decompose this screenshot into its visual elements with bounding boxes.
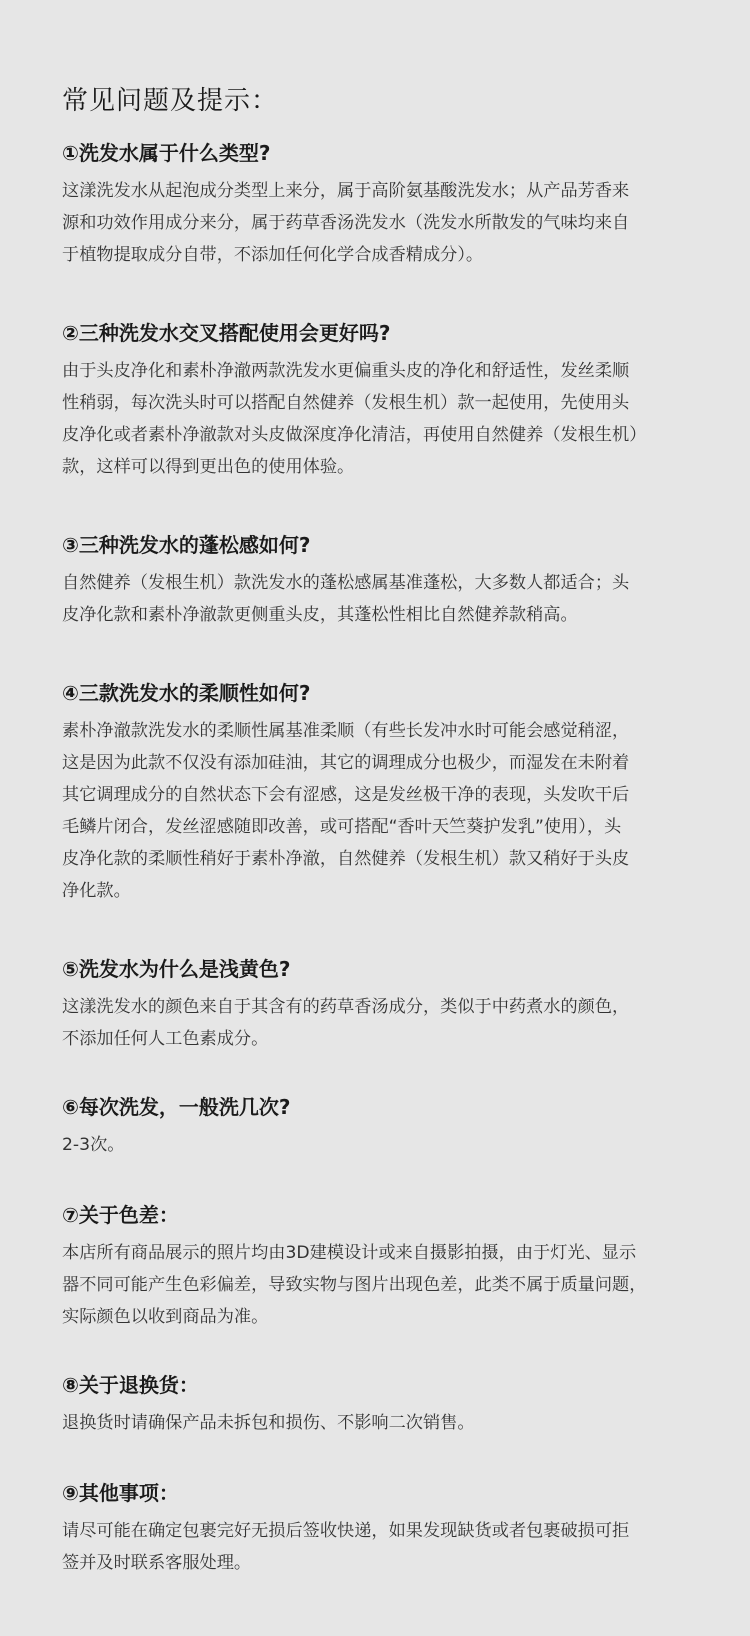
faq-item (62, 1095, 688, 1161)
faq-question: ⑤洗发水为什么是浅黄色? (62, 957, 291, 981)
faq-answer: 退换货时请确保产品未拆包和损伤、不影响二次销售。 (62, 1413, 475, 1433)
faq-question: ⑥每次洗发，一般洗几次? (62, 1095, 291, 1119)
faq-answer: 本店所有商品展示的照片均由3D建模设计或来自摄影拍摄，由于灯光、显示 器不同可能产生色彩偏差，导致实物与图片出现色差，此类不属于质量问题， 实际颜色以收到商品为准。 (62, 1243, 647, 1327)
faq-question: ①洗发水属于什么类型? (62, 141, 271, 165)
faq-question: ⑧关于退换货： (62, 1373, 199, 1397)
faq-answer: 素朴净澈款洗发水的柔顺性属基准柔顺（有些长发冲水时可能会感觉稍涩， 这是因为此款不仅没有添加硅油，其它的调理成分也极少，而湿发在未附着 其它调理成分的自然状态下会有涩感，这是发丝极干净的表现，头发吹干后 毛鳞片闭合，发丝涩感随即改善，或可搭配“香叶天竺葵护发乳”使用），头 皮净化款的柔顺性稍好于素朴净澈，自然健养（发根生机）款又稍好于头皮 净化款。 (62, 721, 630, 901)
faq-answer: 这漾洗发水的颜色来自于其含有的药草香汤成分，类似于中药煮水的颜色， 不添加任何人工色素成分。 (62, 997, 630, 1049)
faq-list (62, 141, 688, 1579)
faq-item (62, 1373, 688, 1439)
faq-item (62, 321, 688, 483)
faq-answer: 请尽可能在确定包裹完好无损后签收快递，如果发现缺货或者包裹破损可拒 签并及时联系客服处理。 (62, 1521, 630, 1573)
faq-item (62, 1481, 688, 1579)
faq-answer: 这漾洗发水从起泡成分类型上来分，属于高阶氨基酸洗发水；从产品芳香来 源和功效作用成分来分，属于药草香汤洗发水（洗发水所散发的气味均来自 于植物提取成分自带，不添加任何化学合成香精成分）。 (62, 181, 630, 265)
faq-question: ②三种洗发水交叉搭配使用会更好吗? (62, 321, 391, 345)
faq-question: ⑦关于色差： (62, 1203, 179, 1227)
faq-answer: 由于头皮净化和素朴净澈两款洗发水更偏重头皮的净化和舒适性，发丝柔顺 性稍弱，每次洗头时可以搭配自然健养（发根生机）款一起使用，先使用头 皮净化或者素朴净澈款对头皮做深度净化清洁，再使用自然健养（发根生机） 款，这样可以得到更出色的使用体验。 (62, 361, 647, 477)
faq-item (62, 141, 688, 271)
faq-answer: 2-3次。 (62, 1135, 125, 1155)
faq-question: ③三种洗发水的蓬松感如何? (62, 533, 311, 557)
faq-item (62, 681, 688, 907)
page-title: 常见问题及提示： (62, 86, 279, 116)
faq-item (62, 533, 688, 631)
faq-question: ⑨其他事项： (62, 1481, 179, 1505)
faq-item (62, 1203, 688, 1333)
faq-answer: 自然健养（发根生机）款洗发水的蓬松感属基准蓬松，大多数人都适合；头 皮净化款和素朴净澈款更侧重头皮，其蓬松性相比自然健养款稍高。 (62, 573, 630, 625)
faq-question: ④三款洗发水的柔顺性如何? (62, 681, 311, 705)
faq-item (62, 957, 688, 1055)
